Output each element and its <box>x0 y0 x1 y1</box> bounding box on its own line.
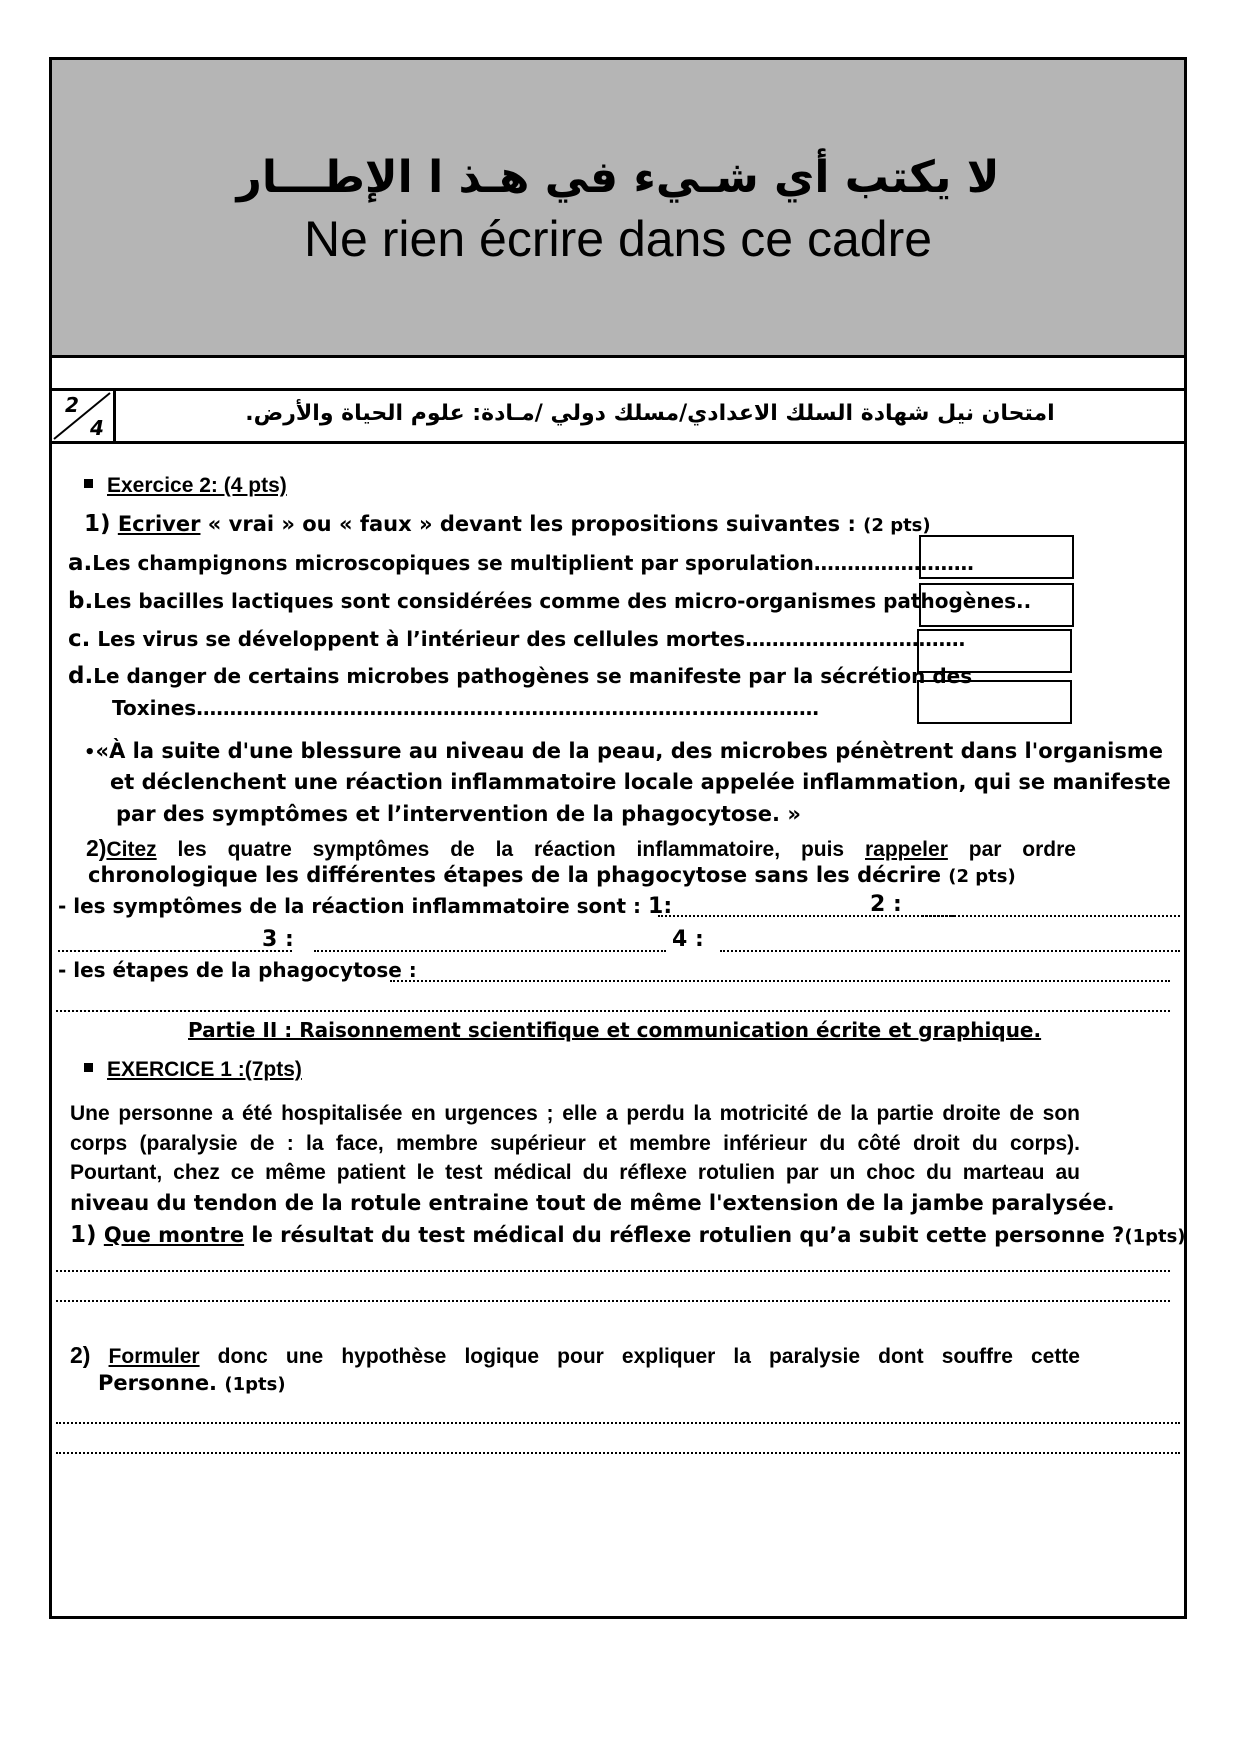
phagocytosis-steps-label: - les étapes de la phagocytose : <box>58 958 417 982</box>
ex1-paragraph-line-1: Une personne a été hospitalisée en urgences ; elle a perdu la motricité de la partie droite de son <box>70 1102 1080 1125</box>
answer-box-a[interactable] <box>919 535 1074 579</box>
ex1-paragraph-line-2: corps (paralysie de : la face, membre supérieur et membre inférieur du côté droit du corps). <box>70 1132 1080 1155</box>
exam-page-frame <box>49 57 1187 1619</box>
symptom-1-answer-line[interactable] <box>658 915 954 917</box>
proposition-c: c. Les virus se développent à l’intérieur des cellules mortes…………………………… <box>68 626 966 652</box>
ex1-question-2-line-2: Personne. (1pts) <box>98 1371 286 1395</box>
ex1-q2-answer-line-1[interactable] <box>56 1422 1180 1424</box>
page-total: 4 <box>90 416 104 440</box>
bullet-icon <box>84 479 93 488</box>
quote-line-2: et déclenchent une réaction inflammatoire locale appelée inflammation, qui se manifeste <box>110 770 1171 794</box>
part-2-title: Partie II : Raisonnement scientifique et communication écrite et graphique. <box>188 1018 1042 1042</box>
phagocytosis-answer-line-2[interactable] <box>56 1010 1170 1012</box>
symptom-4-label: 4 : <box>672 927 704 952</box>
do-not-write-french: Ne rien écrire dans ce cadre <box>303 211 933 267</box>
header-strip <box>52 388 1184 444</box>
proposition-d-continued: Toxines………………………………………..……………………….……………… <box>112 696 819 720</box>
ex1-q1-answer-line-2[interactable] <box>56 1300 1170 1302</box>
ex2-question-2: 2)Citez les quatre symptômes de la réaction inflammatoire, puis rappeler par ordre <box>86 835 1076 861</box>
ex1-q1-verb: Que montre <box>103 1223 245 1247</box>
ex1-q1-answer-line-1[interactable] <box>56 1270 1170 1272</box>
proposition-d: d.Le danger de certains microbes pathogènes se manifeste par la sécrétion des <box>68 663 973 689</box>
answer-box-d[interactable] <box>917 680 1072 724</box>
ex2-q2-verb-rappeler: rappeler <box>865 838 948 861</box>
page-number: 2 <box>65 393 79 417</box>
proposition-a: a.Les champignons microscopiques se multiplient par sporulation…………………… <box>68 550 974 576</box>
ex2-q1-verb: Ecriver <box>117 512 201 536</box>
symptoms-label: - les symptômes de la réaction inflammatoire sont : 1: <box>58 894 673 919</box>
ex2-q2-verb-citez: Citez <box>106 838 157 861</box>
exam-title-arabic: امتحان نيل شهادة السلك الاعدادي/مسلك دولي /مـادة: علوم الحياة والأرض. <box>245 401 1055 426</box>
ex1-question-1: 1) Que montre le résultat du test médical du réflexe rotulien qu’a subit cette personne ?(1pts) <box>70 1222 1186 1248</box>
ex2-question-1: 1) Ecriver « vrai » ou « faux » devant les propositions suivantes : (2 pts) <box>84 511 931 537</box>
symptom-2-label: 2 : <box>870 892 902 917</box>
bullet-icon <box>84 1063 93 1072</box>
quote-line-3: par des symptômes et l’intervention de la phagocytose. » <box>116 802 801 826</box>
symptom-2-continued-line[interactable] <box>58 950 292 952</box>
ex1-paragraph-line-3: Pourtant, chez ce même patient le test médical du réflexe rotulien par un choc du marteau au <box>70 1161 1080 1184</box>
proposition-b: b.Les bacilles lactiques sont considérées comme des micro-organismes pathogènes.. <box>68 588 1032 614</box>
symptom-3-label: 3 : <box>262 927 294 952</box>
phagocytosis-answer-line-1[interactable] <box>390 980 1170 982</box>
ex2-question-2-line-2: chronologique les différentes étapes de la phagocytose sans les décrire (2 pts) <box>88 863 1016 887</box>
ex1-question-2: 2) Formuler donc une hypothèse logique pour expliquer la paralysie dont souffre cette <box>70 1342 1080 1368</box>
symptom-2-answer-line[interactable] <box>922 915 1180 917</box>
answer-box-b[interactable] <box>919 583 1074 627</box>
page-slash-icon <box>52 391 116 441</box>
ex1-q2-verb: Formuler <box>108 1345 200 1368</box>
symptom-3-answer-line[interactable] <box>314 950 666 952</box>
exercise-2-title: Exercice 2: (4 pts) <box>84 474 287 498</box>
page-number-box <box>52 391 116 441</box>
exercise-1-title: EXERCICE 1 :(7pts) <box>84 1058 302 1082</box>
do-not-write-arabic: لا يكتب أي شـيء في هـذ ا الإطـــار <box>236 152 1000 203</box>
quote-line-1: •«À la suite d'une blessure au niveau de la peau, des microbes pénètrent dans l'organisme <box>84 739 1163 763</box>
symptom-4-answer-line[interactable] <box>720 950 1180 952</box>
ex1-paragraph-line-4: niveau du tendon de la rotule entraine tout de même l'extension de la jambe paralysée. <box>70 1191 1115 1215</box>
ex1-q2-answer-line-2[interactable] <box>56 1452 1180 1454</box>
do-not-write-box <box>52 60 1184 358</box>
